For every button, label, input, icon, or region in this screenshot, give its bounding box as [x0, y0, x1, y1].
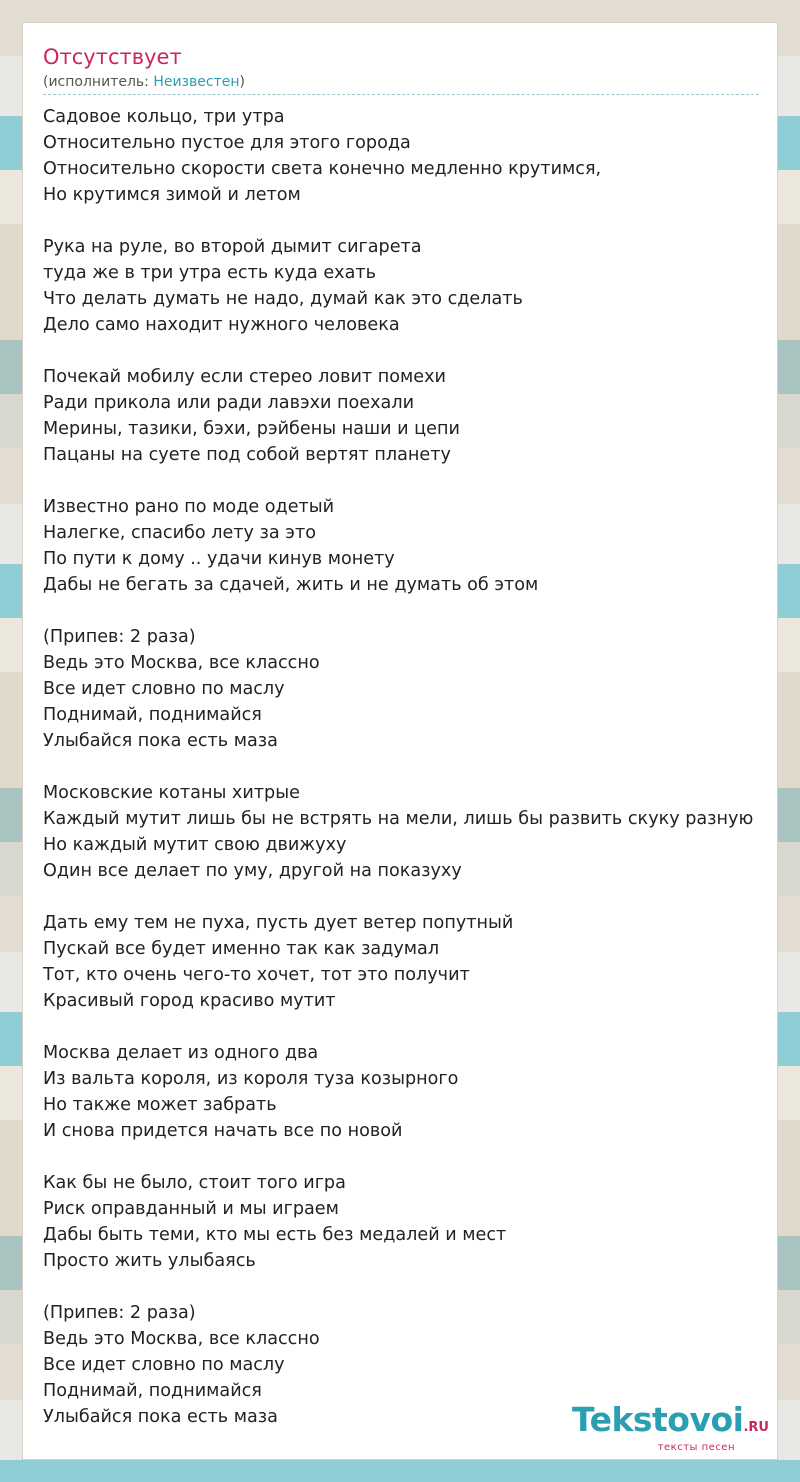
lyrics-line: Пускай все будет именно так как задумал	[43, 939, 440, 959]
byline-suffix: )	[239, 74, 245, 90]
lyrics-line: Дать ему тем не пуха, пусть дует ветер попутный	[43, 913, 514, 933]
lyrics-line: Ради прикола или ради лавэхи поехали	[43, 393, 414, 413]
lyrics-stanza	[43, 234, 765, 338]
lyrics-line: Дело само находит нужного человека	[43, 315, 400, 335]
lyrics-line: Московские котаны хитрые	[43, 783, 300, 803]
artist-link[interactable]: Неизвестен	[153, 74, 240, 90]
logo-tagline: тексты песен	[657, 1442, 735, 1453]
lyrics-line: Относительно скорости света конечно медленно крутимся,	[43, 159, 602, 179]
lyrics-line: Все идет словно по маслу	[43, 1355, 285, 1375]
lyrics-line: Все идет словно по маслу	[43, 679, 285, 699]
logo-wordmark	[571, 1400, 769, 1445]
lyrics-stanza	[43, 364, 765, 468]
lyrics-stanza	[43, 780, 765, 884]
lyrics-line: (Припев: 2 раза)	[43, 1303, 196, 1323]
lyrics-line: Поднимай, поднимайся	[43, 1381, 262, 1401]
logo-name: Tekstovoi	[571, 1400, 744, 1439]
artist-byline	[43, 73, 245, 91]
lyrics-line: Улыбайся пока есть маза	[43, 731, 278, 751]
lyrics-line: Мерины, тазики, бэхи, рэйбены наши и цепи	[43, 419, 460, 439]
lyrics-line: Но также может забрать	[43, 1095, 277, 1115]
lyrics-line: Дабы не бегать за сдачей, жить и не думать об этом	[43, 575, 539, 595]
site-logo[interactable]	[571, 1400, 769, 1453]
lyrics-line: Улыбайся пока есть маза	[43, 1407, 278, 1427]
lyrics-line: Из вальта короля, из короля туза козырного	[43, 1069, 459, 1089]
lyrics-card	[22, 22, 778, 1460]
lyrics-line: Что делать думать не надо, думай как это сделать	[43, 289, 523, 309]
lyrics-line: Тот, кто очень чего-то хочет, тот это получит	[43, 965, 470, 985]
lyrics-line: Красивый город красиво мутит	[43, 991, 336, 1011]
byline-prefix: (исполнитель:	[43, 74, 154, 90]
lyrics-line: Почекай мобилу если стерео ловит помехи	[43, 367, 446, 387]
lyrics-line: Налегке, спасибо лету за это	[43, 523, 316, 543]
lyrics-line: Дабы быть теми, кто мы есть без медалей и мест	[43, 1225, 507, 1245]
lyrics-line: Ведь это Москва, все классно	[43, 1329, 320, 1349]
lyrics-stanza	[43, 910, 765, 1014]
lyrics-line: (Припев: 2 раза)	[43, 627, 196, 647]
lyrics-line: Садовое кольцо, три утра	[43, 107, 285, 127]
lyrics-line: Один все делает по уму, другой на показуху	[43, 861, 462, 881]
lyrics-line: Но каждый мутит свою движуху	[43, 835, 347, 855]
lyrics-line: Каждый мутит лишь бы не встрять на мели, лишь бы развить скуку разную	[43, 809, 754, 829]
lyrics-line: Известно рано по моде одетый	[43, 497, 335, 517]
lyrics-line: И снова придется начать все по новой	[43, 1121, 403, 1141]
lyrics-line: Москва делает из одного два	[43, 1043, 319, 1063]
lyrics-line: Просто жить улыбаясь	[43, 1251, 256, 1271]
lyrics-line: Риск оправданный и мы играем	[43, 1199, 339, 1219]
lyrics-text	[43, 104, 765, 1430]
lyrics-line: Относительно пустое для этого города	[43, 133, 411, 153]
logo-tld: .RU	[743, 1420, 769, 1435]
lyrics-line: По пути к дому .. удачи кинув монету	[43, 549, 395, 569]
lyrics-line: туда же в три утра есть куда ехать	[43, 263, 376, 283]
lyrics-line: Но крутимся зимой и летом	[43, 185, 301, 205]
lyrics-stanza	[43, 104, 765, 208]
lyrics-stanza	[43, 1170, 765, 1274]
lyrics-stanza	[43, 624, 765, 754]
lyrics-line: Поднимай, поднимайся	[43, 705, 262, 725]
lyrics-line: Как бы не было, стоит того игра	[43, 1173, 346, 1193]
lyrics-line: Рука на руле, во второй дымит сигарета	[43, 237, 422, 257]
song-title: Отсутствует	[43, 45, 182, 69]
lyrics-line: Пацаны на суете под собой вертят планету	[43, 445, 451, 465]
lyrics-stanza	[43, 494, 765, 598]
lyrics-line: Ведь это Москва, все классно	[43, 653, 320, 673]
title-divider	[43, 94, 759, 95]
lyrics-stanza	[43, 1040, 765, 1144]
